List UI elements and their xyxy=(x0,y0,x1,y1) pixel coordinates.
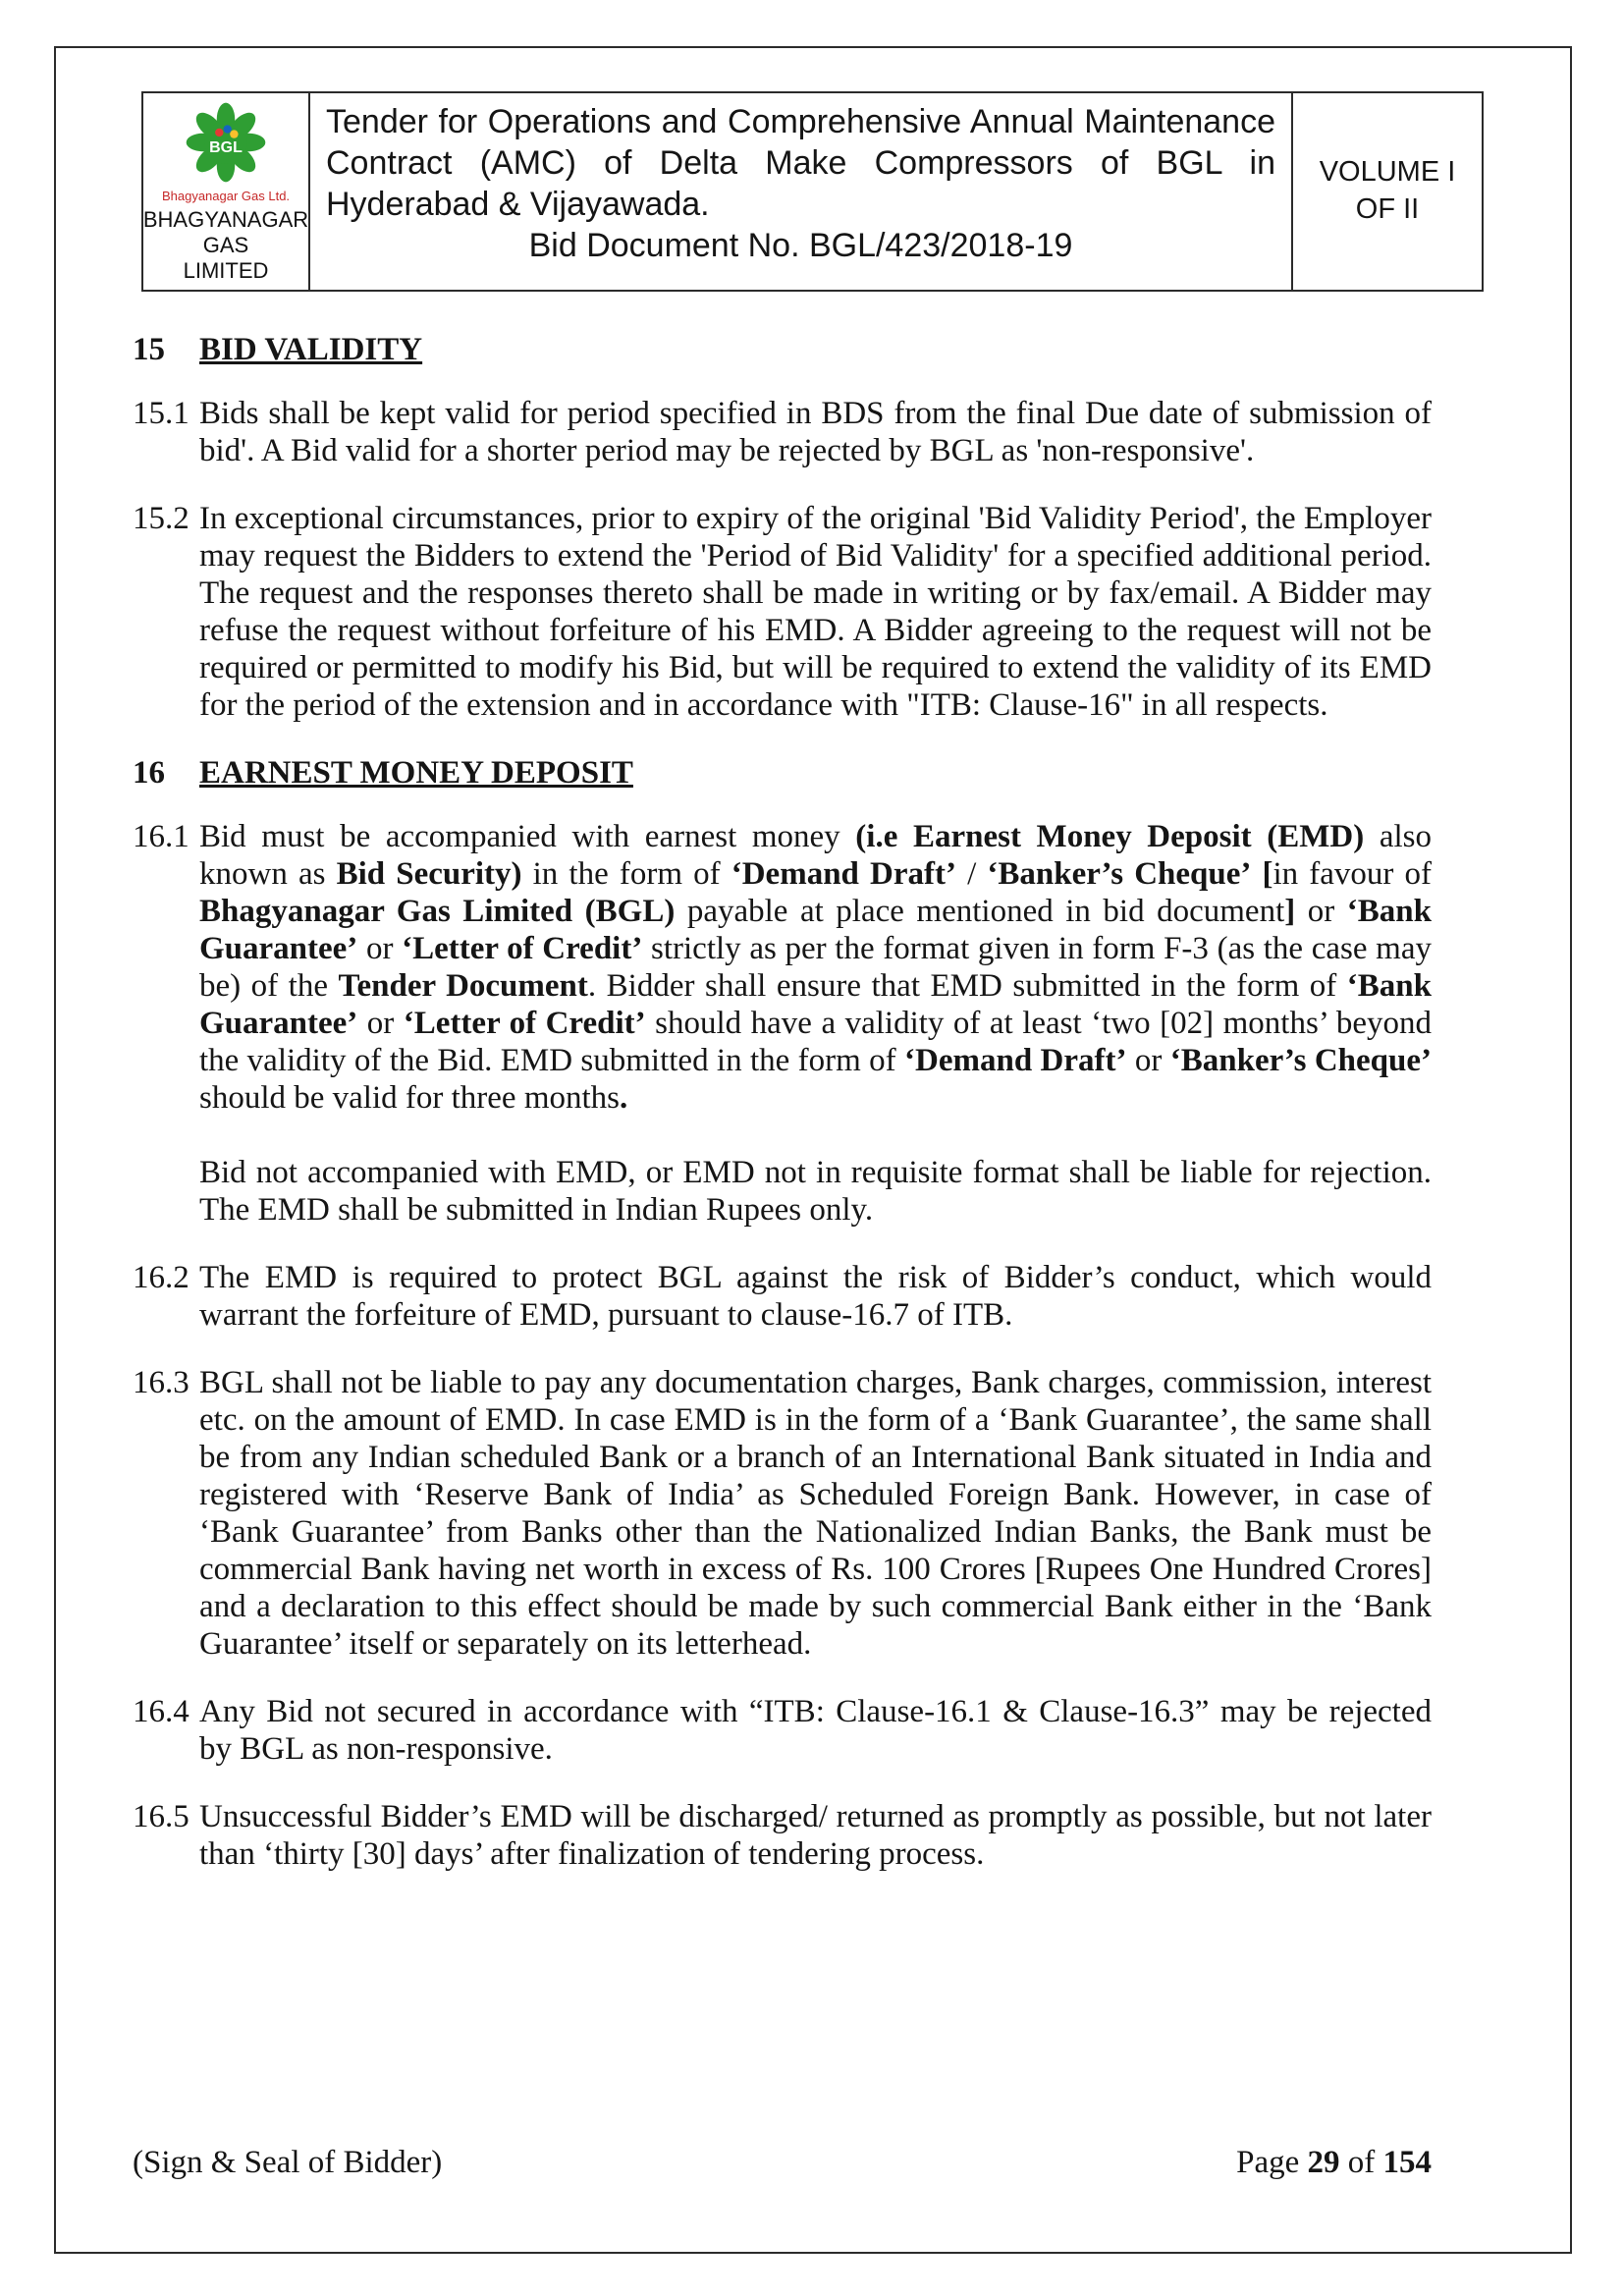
page-border xyxy=(54,46,1572,2254)
clause-text xyxy=(199,1693,1432,1768)
logo-caption: Bhagyanagar Gas Ltd. xyxy=(161,189,291,203)
section-number: 16 xyxy=(133,755,165,792)
clause-15-2 xyxy=(133,500,1432,724)
paragraph: Bids shall be kept valid for period specified in BDS from the final Due date of submission of bid'. A Bid valid for a shorter period may be rejected by BGL as 'non-responsive'. xyxy=(199,396,1432,469)
paragraph: Any Bid not secured in accordance with “ITB: Clause-16.1 & Clause-16.3” may be rejected by BGL as non-responsive. xyxy=(199,1694,1432,1768)
volume-line2: OF II xyxy=(1355,193,1420,226)
clause-16-4 xyxy=(133,1693,1432,1768)
section-heading: BID VALIDITY xyxy=(199,332,423,368)
document-body xyxy=(133,331,1432,1873)
clause-16-1 xyxy=(133,818,1432,1229)
header-table xyxy=(141,91,1484,292)
clause-number: 16.5 xyxy=(133,1799,189,1835)
bgl-logo-icon xyxy=(184,101,268,189)
clause-text xyxy=(199,395,1432,469)
clause-text xyxy=(199,1259,1432,1334)
page-number: Page 29 of 154 xyxy=(1236,2145,1432,2180)
clause-text xyxy=(199,818,1432,1229)
clause-number: 16.1 xyxy=(133,819,189,855)
title-cell xyxy=(310,93,1293,290)
clause-15-1 xyxy=(133,395,1432,469)
org-name xyxy=(143,207,308,284)
org-name-line1: BHAGYANAGAR GAS xyxy=(142,207,309,258)
clause-number: 16.2 xyxy=(133,1260,189,1296)
clause-16-2 xyxy=(133,1259,1432,1334)
clause-number: 15.1 xyxy=(133,396,189,432)
clause-16-5 xyxy=(133,1798,1432,1873)
paragraph: Bid not accompanied with EMD, or EMD not in requisite format shall be liable for rejection. The EMD shall be submitted in Indian Rupees only. xyxy=(199,1155,1432,1229)
svg-text:BGL: BGL xyxy=(209,139,243,157)
volume-line1: VOLUME I xyxy=(1319,156,1456,189)
volume-cell xyxy=(1293,93,1482,290)
clause-number: 16.3 xyxy=(133,1365,189,1401)
document-title: Tender for Operations and Comprehensive Annual Maintenance Contract (AMC) of Delta Make Compressors of BGL in Hyderabad & Vijayawada. xyxy=(326,103,1275,224)
clause-number: 15.2 xyxy=(133,501,189,537)
section-heading: EARNEST MONEY DEPOSIT xyxy=(199,755,633,792)
clause-text xyxy=(199,500,1432,724)
clause-text xyxy=(199,1364,1432,1663)
paragraph: In exceptional circumstances, prior to expiry of the original 'Bid Validity Period', the Employer may request the Bidders to extend the 'Period of Bid Validity' for a specified additional period. The request and the responses thereto shall be made in writing or by fax/email. A Bidder may refuse the request without forfeiture of his EMD. A Bidder agreeing to the request will not be required or permitted to modify his Bid, but will be required to extend the validity of its EMD for the period of the extension and in accordance with "ITB: Clause-16" in all respects. xyxy=(199,501,1432,724)
clause-16-3 xyxy=(133,1364,1432,1663)
page-footer xyxy=(133,2144,1432,2181)
logo-cell xyxy=(143,93,310,290)
paragraph: Unsuccessful Bidder’s EMD will be discharged/ returned as promptly as possible, but not later than ‘thirty [30] days’ after finalization of tendering process. xyxy=(199,1799,1432,1873)
sign-seal-note: (Sign & Seal of Bidder) xyxy=(133,2145,443,2180)
paragraph: The EMD is required to protect BGL against the risk of Bidder’s conduct, which would warrant the forfeiture of EMD, pursuant to clause-16.7 of ITB. xyxy=(199,1260,1432,1334)
section-16-heading-row xyxy=(133,754,1432,792)
paragraph: Bid must be accompanied with earnest money (i.e Earnest Money Deposit (EMD) also known as Bid Security) in the form of ‘Demand Draft’ / ‘Banker’s Cheque’ [in favour of Bhagyanagar Gas Limited (BGL) payable at place mentioned in bid document] or ‘Bank Guarantee’ or ‘Letter of Credit’ strictly as per the format given in form F-3 (as the case may be) of the Tender Document. Bidder shall ensure that EMD submitted in the form of ‘Bank Guarantee’ or ‘Letter of Credit’ should have a validity of at least ‘two [02] months’ beyond the validity of the Bid. EMD submitted in the form of ‘Demand Draft’ or ‘Banker’s Cheque’ should be valid for three months. xyxy=(199,819,1433,1117)
clause-number: 16.4 xyxy=(133,1694,189,1730)
bid-document-number: Bid Document No. BGL/423/2018-19 xyxy=(528,227,1073,265)
section-15-heading-row xyxy=(133,331,1432,368)
clause-text xyxy=(199,1798,1432,1873)
org-name-line2: LIMITED xyxy=(183,258,269,284)
section-number: 15 xyxy=(133,332,165,368)
paragraph: BGL shall not be liable to pay any documentation charges, Bank charges, commission, interest etc. on the amount of EMD. In case EMD is in the form of a ‘Bank Guarantee’, the same shall be from any Indian scheduled Bank or a branch of an International Bank situated in India and registered with ‘Reserve Bank of India’ as Scheduled Foreign Bank. However, in case of ‘Bank Guarantee’ from Banks other than the Nationalized Indian Banks, the Bank must be commercial Bank having net worth in excess of Rs. 100 Crores [Rupees One Hundred Crores] and a declaration to this effect should be made by such commercial Bank either in the ‘Bank Guarantee’ itself or separately on its letterhead. xyxy=(199,1365,1432,1663)
